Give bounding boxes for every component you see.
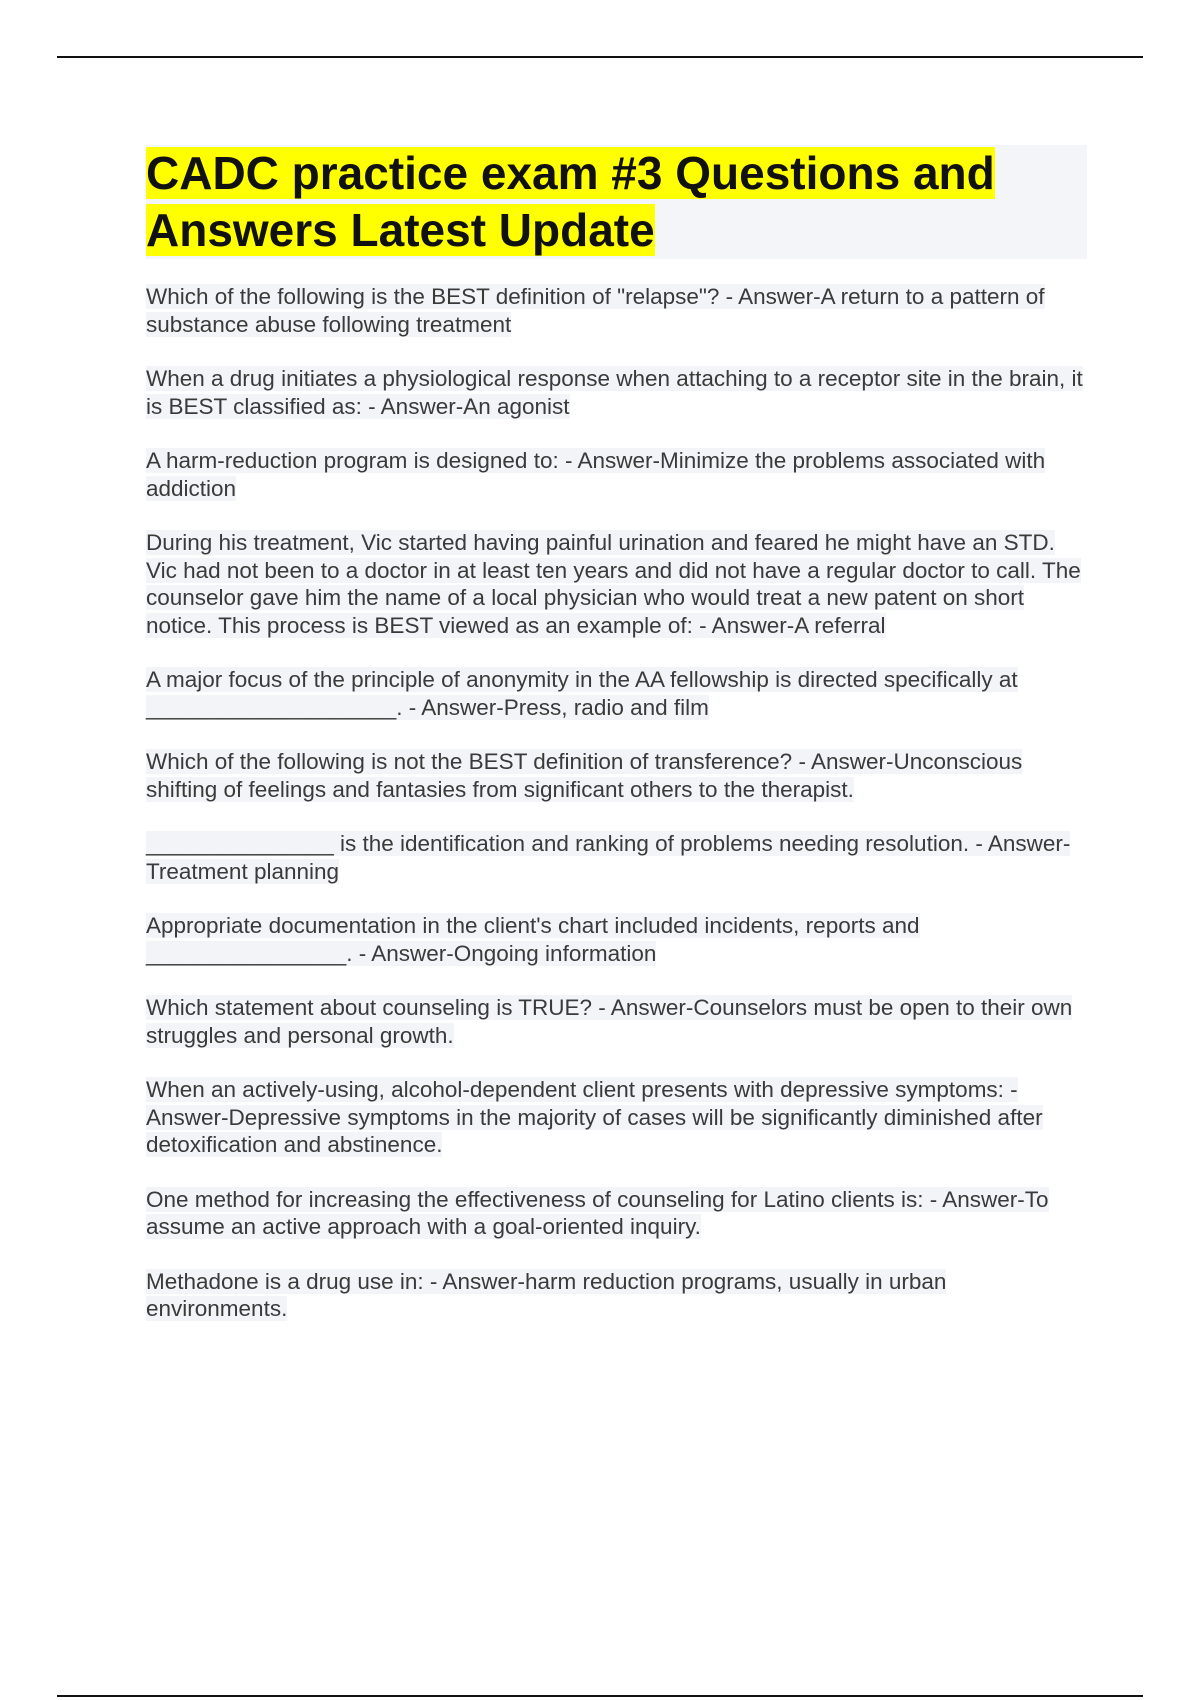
qa-item-9 [146, 994, 1091, 1049]
qa-item-12 [146, 1268, 1091, 1323]
document-title-highlight: CADC practice exam #3 Questions and Answers Latest Update [146, 147, 995, 256]
qa-item-4 [146, 529, 1091, 639]
qa-item-5 [146, 666, 1091, 721]
qa-list [146, 283, 1091, 1350]
qa-item-text: _______________ is the identification and ranking of problems needing resolution. - Answer-Treatment planning [146, 831, 1071, 884]
document-title [146, 145, 1087, 259]
qa-item-text: Appropriate documentation in the client's chart included incidents, reports and ________________. - Answer-Ongoing information [146, 913, 920, 966]
qa-item-1 [146, 283, 1091, 338]
qa-item-text: Methadone is a drug use in: - Answer-harm reduction programs, usually in urban environments. [146, 1268, 947, 1321]
top-rule [57, 56, 1143, 58]
qa-item-2 [146, 365, 1091, 420]
qa-item-7 [146, 830, 1091, 885]
qa-item-10 [146, 1076, 1091, 1159]
qa-item-3 [146, 447, 1091, 502]
qa-item-text: Which statement about counseling is TRUE? - Answer-Counselors must be open to their own struggles and personal growth. [146, 995, 1073, 1048]
qa-item-text: During his treatment, Vic started having painful urination and feared he might have an STD. Vic had not been to a doctor in at least ten years and did not have a regular doctor to call. The counselor gave him the name of a local physician who would treat a new patent on short notice. This process is BEST viewed as an example of: - Answer-A referral [146, 530, 1081, 638]
qa-item-8 [146, 912, 1091, 967]
qa-item-text: A harm-reduction program is designed to: - Answer-Minimize the problems associated with addiction [146, 448, 1046, 501]
qa-item-11 [146, 1186, 1091, 1241]
qa-item-text: When an actively-using, alcohol-dependent client presents with depressive symptoms: - Answer-Depressive symptoms in the majority of cases will be significantly diminished after detoxification and abstinence. [146, 1077, 1043, 1157]
qa-item-6 [146, 748, 1091, 803]
qa-item-text: Which of the following is the BEST definition of "relapse"? - Answer-A return to a pattern of substance abuse following treatment [146, 284, 1045, 337]
qa-item-text: A major focus of the principle of anonymity in the AA fellowship is directed specifically at ____________________. - Answer-Press, radio and film [146, 667, 1018, 720]
qa-item-text: One method for increasing the effectiveness of counseling for Latino clients is: - Answer-To assume an active approach with a goal-oriented inquiry. [146, 1186, 1049, 1239]
qa-item-text: Which of the following is not the BEST definition of transference? - Answer-Unconscious shifting of feelings and fantasies from significant others to the therapist. [146, 749, 1023, 802]
bottom-rule [57, 1695, 1143, 1697]
title-block [146, 145, 1087, 259]
qa-item-text: When a drug initiates a physiological response when attaching to a receptor site in the brain, it is BEST classified as: - Answer-An agonist [146, 366, 1083, 419]
